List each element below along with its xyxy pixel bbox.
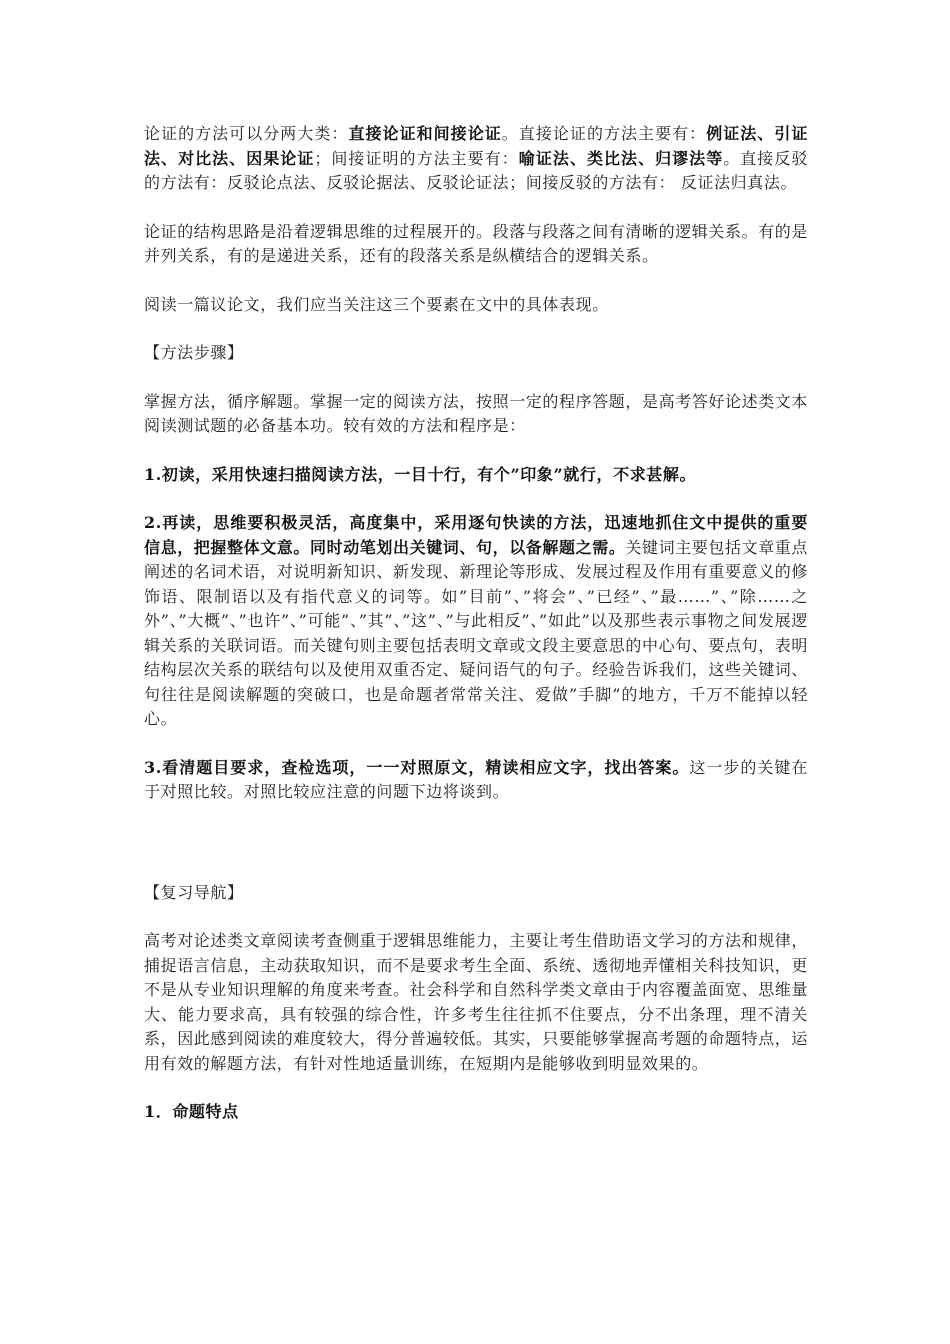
paragraph-structure: 论证的结构思路是沿着逻辑思维的过程展开的。段落与段落之间有清晰的逻辑关系。有的是并列关系，有的是递进关系，还有的段落关系是纵横结合的逻辑关系。 <box>144 221 809 265</box>
paragraph-method-intro: 掌握方法，循序解题。掌握一定的阅读方法，按照一定的程序答题，是高考答好论述类文本阅读测试题的必备基本功。较有效的方法和程序是： <box>144 391 809 435</box>
paragraph-review: 高考对论述类文章阅读考查侧重于逻辑思维能力，主要让考生借助语文学习的方法和规律，捕捉语言信息，主动获取知识，而不是要求考生全面、系统、透彻地弄懂相关科技知识，更不是从专业知识理解的角度来考查。社会科学和自然科学类文章由于内容覆盖面宽、思维量大、能力要求高，具有较强的综合性，许多考生往往抓不住要点，分不出条理，理不清关系，因此感到阅读的难度较大，得分普遍较低。其实，只要能够掌握高考题的命题特点，运用有效的解题方法，有针对性地适量训练，在短期内是能够收到明显效果的。 <box>144 931 809 1073</box>
bold-segment: 2.再读，思维要积极灵活，高度集中，采用逐句快读的方法，迅速地抓住文中提供的重要信息，把握整体文意。同时动笔划出关键词、句，以备解题之需。 <box>144 513 808 557</box>
document-body <box>144 122 808 1149</box>
text-segment: ；间接证明的方法主要有： <box>314 148 519 168</box>
subheading-feature: 1．命题特点 <box>144 1102 239 1121</box>
text-segment: 关键词主要包括文章重点阐述的名词术语，对说明新知识、新发现、新理论等形成、发展过程及作用有重要意义的修饰语、限制语以及有指代意义的词等。如”目前”、”将会”、”已经”、”最……”、”除……之外”、”大概”、”也许”、”可能”、”其”、”这”、”与此相反”、”如此”以及那些表示事物之间发展逻辑关系的关联词语。而关键句则主要包括表明文章或文段主要意思的中心句、要点句，表明结构层次关系的联结句以及使用双重否定、疑问语气的句子。经验告诉我们，这些关键词、句往往是阅读解题的突破口，也是命题者常常关注、爱做”手脚”的地方，千万不能掉以轻心。 <box>144 537 809 728</box>
text-segment: 。直接论证的方法主要有： <box>501 124 707 143</box>
paragraph-reading: 阅读一篇议论文，我们应当关注这三个要素在文中的具体表现。 <box>144 294 609 314</box>
section-heading-method: 【方法步骤】 <box>144 343 244 362</box>
text-segment: 论证的方法可以分两大类： <box>144 124 349 143</box>
step-3 <box>144 756 808 805</box>
bold-segment: 直接论证和间接论证 <box>348 124 502 143</box>
text-segment: 这一步的关键在于对照比较。对照比较应注意的问题下边将谈到。 <box>144 757 808 801</box>
step-2 <box>144 511 808 732</box>
section-heading-review: 【复习导航】 <box>144 882 244 902</box>
paragraph-argument-methods <box>144 122 808 196</box>
bold-segment: 3.看清题目要求，查检选项，一一对照原文，精读相应文字，找出答案。 <box>144 757 690 777</box>
step-1: 1.初读，采用快速扫描阅读方法，一目十行，有个”印象”就行，不求甚解。 <box>144 464 697 484</box>
text-segment: 。直接反驳的方法有：反驳论点法、反驳论据法、反驳论证法；间接反驳的方法有： 反证法归真法。 <box>144 148 808 192</box>
bold-segment: 例证法、引证法、对比法、因果论证 <box>144 124 808 168</box>
blank-gap <box>144 829 808 881</box>
bold-segment: 喻证法、类比法、归谬法等 <box>518 148 724 168</box>
